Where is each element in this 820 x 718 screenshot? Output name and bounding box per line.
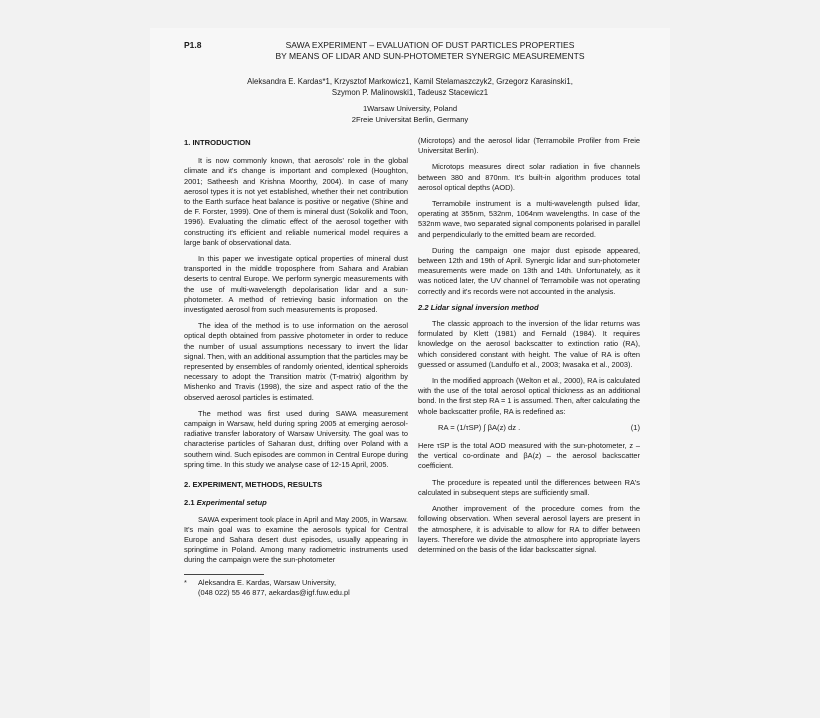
authors-line-1: Aleksandra E. Kardas*1, Krzysztof Markowicz1, Kamil Stelamaszczyk2, Grzegorz Karasinski1, xyxy=(247,77,573,86)
left-column xyxy=(184,136,408,598)
paragraph: Microtops measures direct solar radiation in five channels between 380 and 870nm. It's built-in algorithm produces total aerosol optical depths (AOD). xyxy=(418,162,640,192)
section-heading-experiment: 2. EXPERIMENT, METHODS, RESULTS xyxy=(184,480,323,490)
subsection-number: 2.1 xyxy=(184,498,197,508)
authors xyxy=(190,76,630,98)
section-heading-introduction: 1. INTRODUCTION xyxy=(184,138,251,147)
authors-line-2: Szymon P. Malinowski1, Tadeusz Stacewicz1 xyxy=(331,88,489,97)
paragraph: The procedure is repeated until the differences between RA's calculated in subsequent steps are sufficiently small. xyxy=(418,477,640,497)
paper-id: P1.8 xyxy=(184,40,202,50)
subsection-heading-inversion: 2.2 Lidar signal inversion method xyxy=(418,302,539,312)
paragraph: Terramobile instrument is a multi-wavelength pulsed lidar, operating at 355nm, 532nm, 1064nm wavelengths. In case of the 532nm wave, two separated signal components polarised in parallel and perpendicularly to the emitted beam are recorded. xyxy=(418,199,640,239)
paragraph: (Microtops) and the aerosol lidar (Terramobile Profiler from Freie Universitat Berlin). xyxy=(418,136,640,156)
paragraph: Here τSP is the total AOD measured with the sun-photometer, z – the vertical co-ordinate and βA(z) – the aerosol backscatter coefficient. xyxy=(418,441,640,471)
affiliation-1: 1Warsaw University, Poland xyxy=(362,104,458,113)
title-line-2: BY MEANS OF LIDAR AND SUN-PHOTOMETER SYNERGIC MEASUREMENTS xyxy=(275,50,585,61)
title-line-1: SAWA EXPERIMENT – EVALUATION OF DUST PARTICLES PROPERTIES xyxy=(285,40,575,50)
paragraph: SAWA experiment took place in April and May 2005, in Warsaw. It's main goal was to examine the aerosols typical for Central Europe and Sahara desert dust episodes, usually appearing in springtime in Poland. Among many radiometric instruments used during the campaign were the sun-photometer xyxy=(184,514,408,565)
footnote-marker: * xyxy=(184,577,187,587)
paragraph: The method was first used during SAWA measurement campaign in Warsaw, held during spring 2005 at emerging aerosol-radiative transfer laboratory of Warsaw University. The goal was to characterise particles of Saharan dust, drifting over Poland with a southern wind. Such episodes are common in Central Europe during spring time. In this study we analyse case of 12-15 April, 2005. xyxy=(184,408,408,469)
footnote-rule xyxy=(184,574,264,575)
equation-body: RA = (1/τSP) ∫ βA(z) dz . xyxy=(438,422,521,432)
paragraph: In the modified approach (Welton et al., 2000), RA is calculated with the use of the total aerosol optical thickness as an additional bond. In the first step RA = 1 is assumed. Then, after calculating the whole backscatter profile, RA is redefined as: xyxy=(418,376,640,416)
footnote xyxy=(184,578,408,598)
paragraph: In this paper we investigate optical properties of mineral dust transported in the middle troposphere from Sahara and Arabian deserts to central Europe. We perform synergic measurements with the use of multi-wavelength depolarisation lidar and a sun-photometer. A method of retrieving basic information on the investigated aerosol from such measurements is proposed. xyxy=(184,254,408,315)
paragraph: It is now commonly known, that aerosols' role in the global climate and it's change is important and complexed (Houghton, 2001; Satheesh and Krishna Moorthy, 2004). In case of many aerosol types it is not yet established, whether their net contribution to the Earth surface heat balance is positive or negative (Shine and de F. Forster, 1999). One of them is mineral dust (Sokolik and Toon, 1996). Evaluating the climatic effect of the aerosol together with constructing it's efficient and reliable numerical model requires a large bank of observational data. xyxy=(184,156,408,247)
affiliation-2: 2Freie Universitat Berlin, Germany xyxy=(351,114,469,124)
paragraph: The classic approach to the inversion of the lidar returns was formulated by Klett (1981) and Fernald (1984). It requires knowledge on the aerosol backscatter to extinction ratio (RA), which considered constant with height. The value of RA is often guessed or assumed (Landulfo et al., 2003; Iwasaka et al., 2003). xyxy=(418,319,640,369)
paragraph: Another improvement of the procedure comes from the following observation. When several aerosol layers are present in the atmosphere, it is advisable to allow for RA to differ between layers. Therefore we divide the atmosphere into appropriate layers determined on the basis of the lidar backscatter signal. xyxy=(418,504,640,554)
affiliations xyxy=(230,104,590,125)
paragraph: The idea of the method is to use information on the aerosol optical depth obtained from passive photometer in order to reduce the number of usual assumptions necessary to invert the lidar signal. Then, with an additional assumption that the particles may be represented by ensembles of randomly oriented, identical spheroids necessary to adopt the Transition matrix (T-matrix) algorithm by Mishenko and Travis (1998), the size and aspect ratio of the the observed aerosol particles is estimated. xyxy=(184,321,408,402)
subsection-heading-setup xyxy=(184,498,408,508)
footnote-line-1: Aleksandra E. Kardas, Warsaw University, xyxy=(198,577,337,587)
paper-page xyxy=(150,28,670,718)
right-column xyxy=(418,136,640,561)
equation-number: (1) xyxy=(630,422,640,432)
paragraph: During the campaign one major dust episode appeared, between 12th and 19th of April. Synergic lidar and sun-photometer measurements were made on 13th and 14th. Unfortunately, as it was noticed later, the UV channel of Terramobile was not operating correctly and it's records were not accounted in the analysis. xyxy=(418,245,640,296)
subsection-title: Experimental setup xyxy=(196,498,267,508)
footnote-line-2: (048 022) 55 46 877, aekardas@igf.fuw.edu.pl xyxy=(198,587,350,597)
paper-title xyxy=(230,40,630,61)
equation-1 xyxy=(418,423,640,433)
